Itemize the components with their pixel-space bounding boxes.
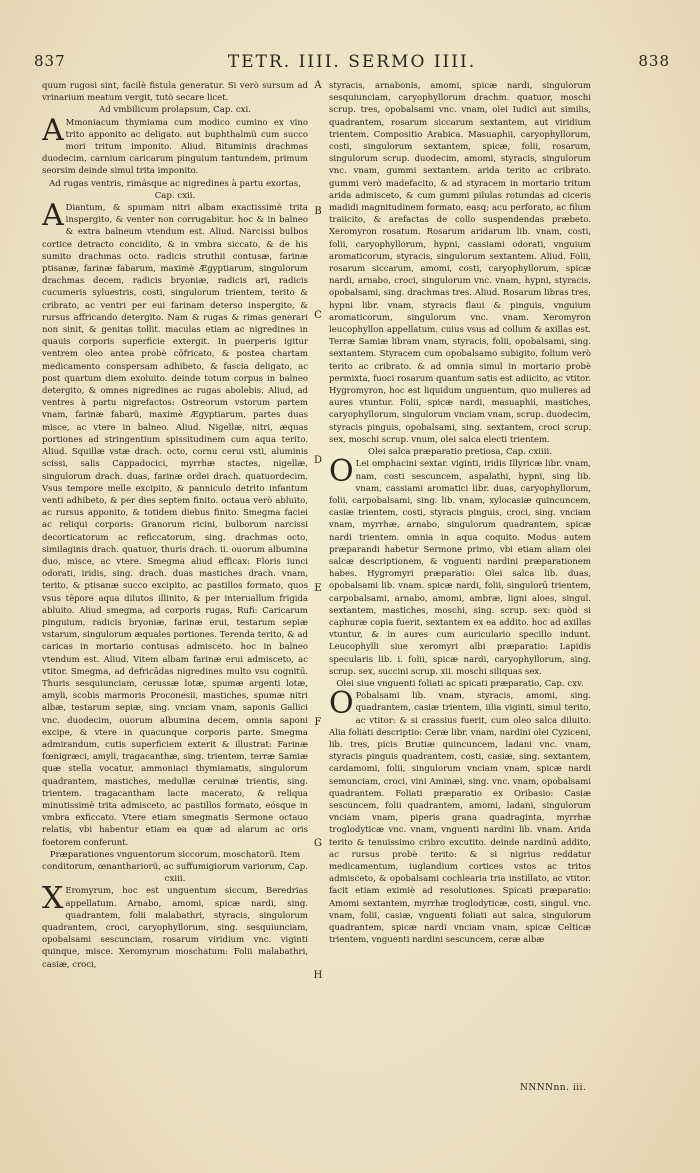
- margin-marker: B: [314, 206, 322, 217]
- page-number-right: 838: [638, 52, 670, 70]
- drop-capital: A: [42, 198, 64, 234]
- paragraph-text: quum rugosi sint, facilè fistula generatur. Si verò sursum ad vrinarium meatum vergit, tutò secare licet.: [42, 81, 308, 104]
- margin-marker: F: [314, 717, 322, 728]
- drop-capital: O: [329, 686, 354, 722]
- right-chapter-heading: Olei siue vnguenti foliati ac spicati præparatio, Cap. cxv.: [336, 678, 584, 689]
- left-paragraph: [42, 881, 308, 970]
- left-paragraph: [42, 198, 308, 849]
- left-chapter-heading: Ad vmbilicum prolapsum, Cap. cxi.: [99, 105, 251, 116]
- left-text-column: [42, 80, 308, 1090]
- margin-marker: H: [313, 970, 323, 981]
- signature-mark: NNNNnn. iii.: [520, 1083, 587, 1093]
- drop-capital: X: [42, 881, 64, 917]
- margin-marker: G: [314, 838, 322, 849]
- margin-marker: C: [314, 310, 322, 321]
- right-paragraph: [329, 686, 591, 946]
- margin-marker: E: [314, 583, 322, 594]
- running-title: TETR. IIII. SERMO IIII.: [227, 52, 477, 72]
- left-chapter-heading: Præparationes vnguentorum siccorum, moschatorũ. Item conditorum, œnanthariorũ, ac suffumigiorum variorum, Cap. cxiii.: [42, 849, 308, 885]
- paragraph-text: styracis, arnabonis, amomi, spicæ nardi, singulorum sesquiunciam, caryophyllorum drachm. quatuor, moschi scrup. tres, opobalsami vnc. vnam, olei Iudici aut similis, quadrantem, rosarum siccarum sextantem, aut viridium trientem. Compositio Arabica. Masuaphii, caryophyllorum, costi, singulorum sextantem, spicæ, folii, rosarum, singulorum scrup. duodecim, amomi, styracis, singulorum vnc. vnam, gummi sextantem. arida terito ac cribrato. gummi verò madefacito, & ad styracem in mortario tritum arida admisceto, & cum gummi pilulas rotundas ad ciceris madidi magnitudinem formato, easq; acu perforato, ac filum traiicito, & arefactas de collo suspendendas præbeto. Xeromyron rosatum. Rosarum aridarum lib. vnam, costi, folii, caryophyllorum, hypni, cassiami odorati, vnguium aromaticorum, styracis, singulorum sextantem. Aliud. Folii, rosarum siccarum, amomi, costi, caryophyllorum, spicæ nardi, arnabo, croci, singulorum vnc. vnam, hypni, styracis, opobalsami, sing. drachmas tres. Aliud. Rosarum libras tres, hypni libr. vnam, styracis flaui & pinguis, vnguium aromaticorum, singulorum vnc. vnam. Xeromyron leucophyllon appellatum. cuius vsus ad collum & axillas est. Terræ Samiæ libram vnam, styracis, folii, opobalsami, sing. sextantem. Styracem cum opobalsamo subigito, folium verò terito ac cribrato. & ad omnia simul in mortario probè permixta, fuoci rosarum quantum satis est adiicito, ac vtitor. Hygromyron, hoc est liquidum unguentum, quo mulieres ad aures vtuntur. Folii, spicæ nardi, masuaphii, mastiches, caryophyllorum, singulorum vnciam vnam, scrup. duodecim, styracis pinguis, opobalsami, sing. sextantem, croci scrup. sex, moschi scrup. vnum, olei salca electi trientem.: [329, 81, 591, 445]
- right-paragraph: [329, 80, 591, 446]
- margin-marker: A: [314, 80, 322, 91]
- paragraph-text: Mmoniacum thymiama cum modico cumino ex vino trito apponito ac deligato. aut buphthalmũ cum succo mori tritum imponito. Aliud. Bituminis drachmas duodecim, carnium caricarum pinguium tantundem, primum seorsim deinde simul trita imponito.: [42, 117, 308, 177]
- right-text-column: [329, 80, 591, 1090]
- right-chapter-heading: Olei salca præparatio pretiosa, Cap. cxiiii.: [367, 447, 553, 458]
- drop-capital: O: [329, 454, 354, 490]
- running-header: [34, 52, 670, 78]
- drop-capital: A: [42, 112, 64, 148]
- left-chapter-heading: Ad rugas ventris, rimásque ac nigredines à partu exortas, Cap. cxii.: [49, 178, 301, 201]
- page-number-left: 837: [34, 52, 66, 70]
- paragraph-text: Pobalsami lib. vnam, styracis, amomi, sing. quadrantem, casiæ trientem, iilia viginti, simul terito, ac vtitor: & si crassius fuerit, cum oleo salca diluito. Alia foliati descriptio: Ceræ libr. vnam, nardini olei Cyziceni, lib. tres, picis Brutiæ quincuncem, ladani vnc. vnam, styracis pinguis quadrantem, costi, casiæ, sing. sextantem, cardamomi, folii, singulorum vnciam vnam, spicæ nardi semunciam, croci, vini Aminæi, sing. vnc. vnam, opobalsami quadrantem. Foliati præparatio ex Oribasio: Casiæ sescuncem, folii quadrantem, amomi, ladani, singulorum vnciam vnam, piperis grana quadraginta, myrrhæ troglodyticæ vnc. vnam, vnguenti nardini lib. vnam. Arida terito & tenuissimo cribro excutito. deinde nardinū addito, ac rursus probè terito: & si nigrius reddatur medicamentum, iuglandium cortices vstos ac tritos admisceto, & opobalsami cochlearia tria instillato, ac vtitor. facit etiam eximiè ad resolutiones. Spicati præparatio: Amomi sextantem, myrrhæ troglodyticæ, costi, singul. vnc. vnam, folii, casiæ, vnguenti foliati aut salca, singulorum quadrantem, spicæ nardi vnciam vnam, spicæ Celticæ trientem, vnguenti nardini sescuncem, ceræ albæ: [329, 691, 591, 946]
- paragraph-text: Diantum, & spumam nitri albam exactissimè trita inspergito, & venter non corrugabitur. hoc & in balneo & extra balneum vtendum est. Aliud. Narcissi bulbos cortice detracto concidito, & in vmbra siccato, & de his sumito drachmas octo. radicis struthii contusæ, farinæ ptisanæ, farinæ fabarum, maximè Ægyptiarum, singulorum drachmas decem, radicis bryoniæ, radicis ari, radicis cucumeris syluestris, costi, singulorum trientem, terito & cribrato, ac ventri per eui farinam deterso inspergito, & rursus affricando detergito. Nam & rugas & rimas generari non sinit, & genitas tollit. maculas etiam ac nigredines in quauis corporis superficie extergit. In puerperis igitur ventrem oleo antea probè cōfricato, & postea chartam medicamento conspersam adhibeto, & fascia deligato, ac post quartum diem exoluito. deinde totum corpus in balneo detergito, & omnes nigredines ac rugas abolebis. Aliud, ad ventres à partu nigrefactos: Ostreorum vstorum partem vnam, farinæ fabarũ, maximè Ægyptiarum, partes duas misce, ac vtere in balneo. Aliud. Nigellæ, nitri, æquas portiones ad stringentium spissitudinem cum aqua terito. Aliud. Squillæ vstæ drach. octo, cornu cerui vsti, aluminis scissi, salis Cappadocici, myrrhæ stactes, nigellæ, singulorum drach. duas, farinæ ordei drach. quatuordecim. Vsus tempore melle excipito, & panniculo detrito infantum venti adhibeto, & per dies septem finito. octaua verò abluito, ac rursus apponito, & totidem diebus finito. Smegma faciei ac reliqui corporis: Granorum ricini, bulborum narcissi decorticatorum ac reficcatorum, sing. drachmas octo, similaginis drach. quatuor, thuris drach. ii. ouorum albumina duo, misce, ac vtere. Smegma aliud efficax: Floris iunci odorati, iridis, sing. drach. duas mastiches drach. vnam, terito, & ptisanæ succo excipito, ac pastillos formato, quos vsus tēpore aqua dilutos illinito, & per interuallum frigida abluito. Aliud smegma, ad corporis rugas, Rufi: Caricarum pinguium, radicis bryoniæ, farinæ erui, testarum sepiæ vstarum, singulorum æquales portiones. Terenda terito, & ad caricas in mortario contusas admisceto. hoc in balneo vtendum est. Aliud. Vitem albam farinæ erui admisceto, ac vtitor. Smegma, ad defricādas nigredines multo vsu cognitū. Thuris sesquiunciam, cerussæ lotæ, spumæ argenti lotæ, amyli, scobis marmoris Proconesii, mastiches, spumæ nitri albæ, testarum sepiæ, sing. vnciam vnam, saponis Gallici vnc. duodecim, ouorum albumina decem, omnia saponi excipe, & vtere in quacunque corporis parte. Smegma admirandum, cutis superficiem exterit & illustrat: Farinæ fœnigræci, amyli, tragacanthæ, sing. trientem, terræ Samiæ quæ stella vocatur, ammoniaci thymiamatis, singulorum quadrantem, mastiches, medullæ ceruinæ trientis, sing. trientem. tragacantham lacte macerato, & reliqua minutissimè trita admisceto, ac pastillos formato, eósque in vmbra exficcato. Vtere etiam smegmatis Sermone octauo relatis, vbi habentur etiam ea quæ ad alarum ac oris foetorem conferunt.: [42, 203, 308, 848]
- paragraph-text: Lei omphacini sextar. viginti, iridis Illyricæ libr. vnam, nam, costi sescuncem, aspalathi, hypni, sing lib. vnam, cassiami aromatici libr. duas, caryophyllorum, folii, carpobalsami, sing. lib. vnam, xylocasiæ quincuncem, casiæ trientem, costi, styracis pinguis, croci, sing. vnciam vnam, myrrhæ, arnabo, singulorum quadrantem, spicæ nardi trientem. omnia in aqua coquito. Modus autem præparandi habetur Sermone primo, vbi etiam aliam olei salcæ descriptionem, & vnguenti nardini præparationem habes. Hygromyri præparatio: Olei salca lib. duas, opobalsami lib. vnam. spicæ nardi, folii, singulorū trientem, carpobalsami, arnabo, amomi, ambræ, ligni aloes, singul. sextantem, mastiches, moschi, sing. scrup. sex: quòd si caphuræ copia fuerit, sextantem ex ea addito. hoc ad axillas vtuntur, & in aures cum auriculario specillo indunt. Leucophylli siue xeromyri albi præparatio: Lapidis specularis lib. i. folii, spicæ nardi, caryophyllorum, sing. scrup. sex, succini scrup. xii. moschi siliquas sex.: [329, 459, 591, 677]
- paragraph-text: Eromyrum, hoc est unguentum siccum, Beredrias appellatum. Arnabo, amomi, spicæ nardi, sing. quadrantem, folii malabathri, styracis, singulorum quadrantem, croci, caryophyllorum, sing. sesquiunciam, opobalsami sescunciam, rosarum viridium vnc. viginti quinque, misce. Xeromyrum moschatum: Folii malabathri, casiæ, croci,: [42, 886, 308, 970]
- right-paragraph: [329, 454, 591, 678]
- left-paragraph: [42, 112, 308, 178]
- margin-marker: D: [313, 455, 323, 466]
- left-paragraph: [42, 80, 308, 104]
